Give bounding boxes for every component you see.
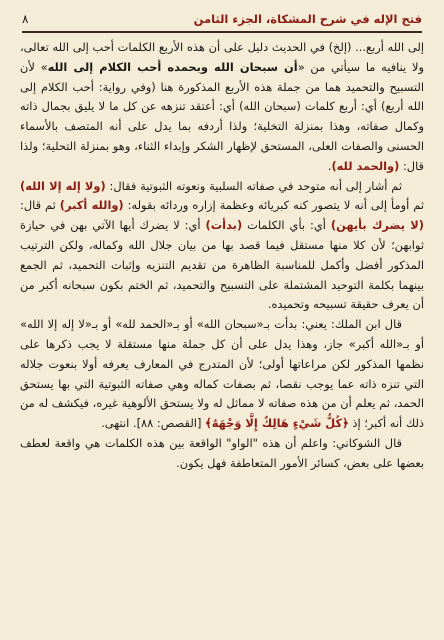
paragraph xyxy=(20,434,424,474)
page-number: ٨ xyxy=(22,12,29,26)
book-title: فتح الإله في شرح المشكاة، الجزء الثامن xyxy=(193,12,422,26)
hadith-quote: أن سبحان الله وبحمده أحب الكلام إلى الله xyxy=(47,59,298,74)
highlighted-phrase: (والحمد لله) xyxy=(331,158,400,173)
paragraph xyxy=(20,38,424,177)
page-body xyxy=(20,38,424,634)
header-rule xyxy=(22,31,422,33)
text-run: قال الشوكاني: واعلم أن هذه "الواو" الواقعة بين هذه الكلمات هي واقعة لعطف بعضها على بعض، كسائر الأمور المتعاطفة فهل يكون. xyxy=(20,435,424,470)
paragraph xyxy=(20,177,424,316)
running-header xyxy=(22,8,422,30)
text-run: أي: بأي الكلمات xyxy=(242,218,331,233)
text-run: إلى الله أربع... (إلخ) في الحديث دليل على أن هذه الأربع الكلمات أحب إلى الله تعالى، ولا ينافيه ما سيأتي من « xyxy=(20,40,424,74)
highlighted-phrase: (والله أكبر) xyxy=(59,198,124,213)
highlighted-phrase: (بدأت) xyxy=(205,218,243,233)
text-run: أي: لا يضرك أيها الآتي بهن في حيازة ثوابهن؛ لأن كلا منها مستقل فيما قصد بها من بيان جلال الله وكماله، ولكن الترتيب المذكور أفضل وأكمل للمناسبة الظاهرة من تقديم التنزيه وإثبات التحميد، ثم الجمع بينهما بكلمة التوحيد المشتملة على التسبيح والتحميد، ثم الختم بكون سبحانه أكبر من أن يعرف حقيقة تسبيحه وتحميده. xyxy=(20,218,424,312)
text-run: » لأن التسبيح والتحميد هما من جملة هذه الأربع المذكورة هنا (وفي رواية: أحب الكلام إلى الله أربع) أي: أربع كلمات (سبحان الله) أي: أعتقد تنزهه عن كل ما لا يليق بجمال ذاته وكمال صفاته، وهذا بمنزلة التخلية؛ ولذا أردفه بما يدل على أنه المتصف بالأسماء الحسنى والصفات العلى، المستحق لإظهار الشكر وإبداء الثناء، وهو بمنزلة التحلية؛ ولذا قال: xyxy=(20,59,424,173)
text-run: ثم أشار إلى أنه متوحد في صفاته السلبية ونعوته الثبوتية فقال: xyxy=(105,178,402,193)
text-run: ثم قال: xyxy=(20,198,60,213)
text-run: [القصص: ٨٨]. انتهى. xyxy=(101,416,206,431)
text-run: . xyxy=(327,158,332,173)
paragraph xyxy=(20,315,424,434)
highlighted-phrase: (لا يضرك بأيهن) xyxy=(330,218,424,233)
highlighted-phrase: (ولا إله إلا الله) xyxy=(20,178,106,193)
text-run: ثم أومأ إلى أنه لا يتصور كنه كبريائه وعظمة إزاره وردائه بقوله: xyxy=(123,198,424,213)
quran-verse: ﴿كُلُّ شَيْءٍ هَالِكٌ إِلَّا وَجْهَهُ﴾ xyxy=(205,416,349,431)
text-run: قال ابن الملك: يعني: بدأت بـ«سبحان الله» أو بـ«الحمد لله» أو بـ«لا إله إلا الله» أو بـ«الله أكبر» جاز، وهذا يدل على أن كل جملة منها مستقلة لا يجب ذكرها على نظمها المذكور لكن مراعاتها أولى؛ لأن المتدرج في المعارف يعرفه أولا بنعوت جلاله التي تنزه ذاته عما يوجب نقصا، ثم بصفات كماله وهي صفاته الثبوتية التي بها يستحق الحمد، ثم يعلم أن من هذه صفاته لا مماثل له ولا يستحق الألوهية غيره، فيكشف له من ذلك أنه أكبر؛ إذ xyxy=(20,317,424,431)
